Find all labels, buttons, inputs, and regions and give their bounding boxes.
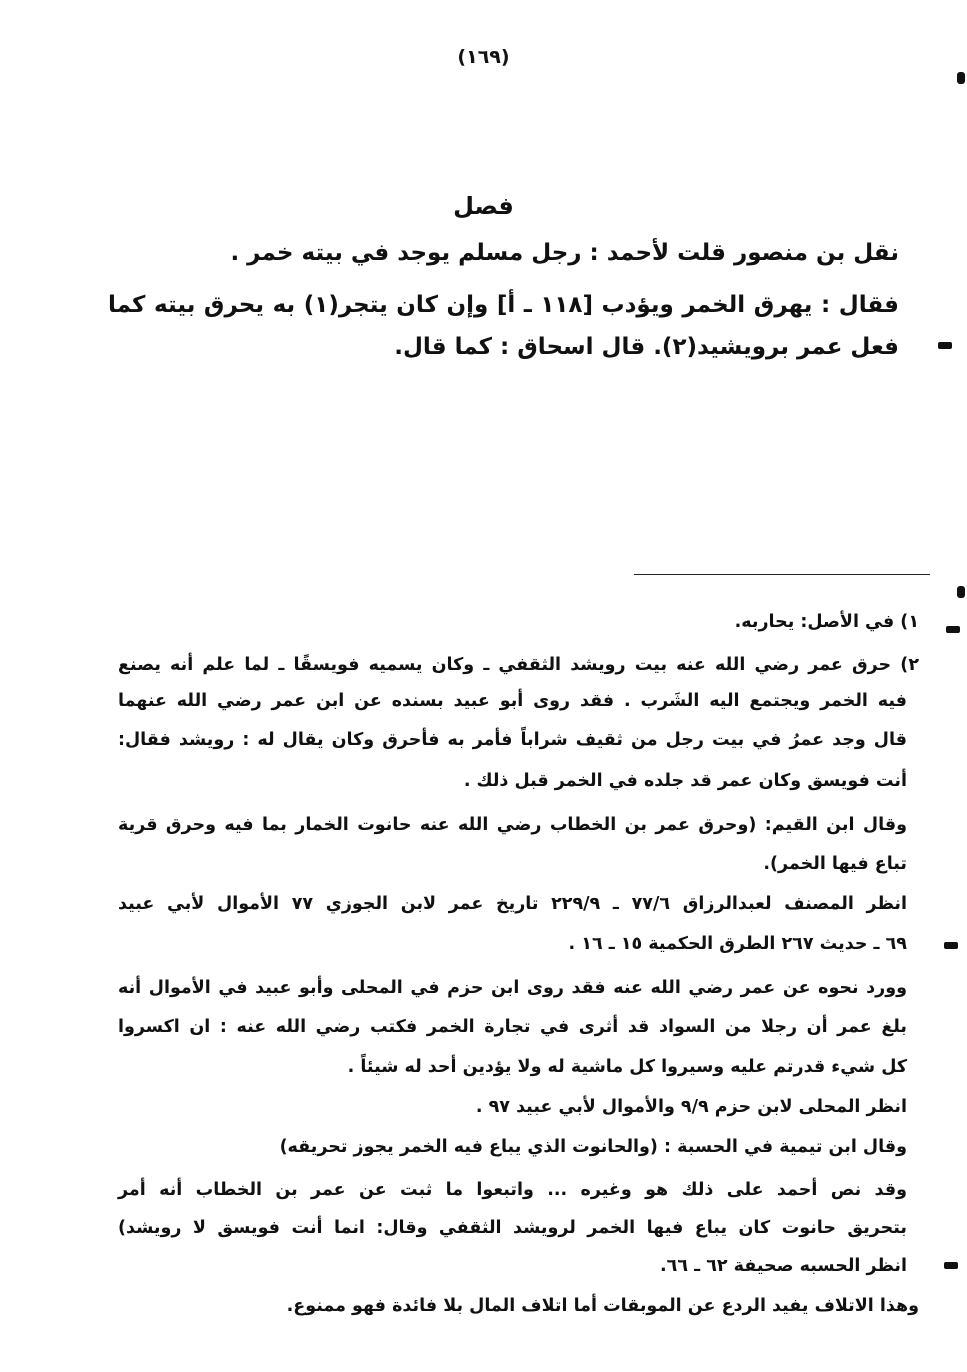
body-line: فقال : يهرق الخمر ويؤدب [١١٨ ـ أ] وإن كان يتجر(١) به يحرق بيته كما xyxy=(108,292,899,318)
footnote-line: وهذا الاتلاف يفيد الردع عن الموبقات أما اتلاف المال بلا فائدة فهو ممنوع. xyxy=(286,1296,919,1316)
footnote-line: ٦٩ ـ حديث ٢٦٧ الطرق الحكمية ١٥ ـ ١٦ . xyxy=(568,934,907,954)
footnote-line: وقد نص أحمد على ذلك هو وغيره ... واتبعوا ما ثبت عن عمر بن الخطاب أنه أمر xyxy=(118,1180,907,1200)
footnote-line: أنت فويسق وكان عمر قد جلده في الخمر قبل ذلك . xyxy=(463,771,907,791)
body-line: نقل بن منصور قلت لأحمد : رجل مسلم يوجد في بيته خمر . xyxy=(230,240,899,266)
section-title: فصل xyxy=(453,192,514,220)
footnote-line: انظر المحلى لابن حزم ٩/٩ والأموال لأبي عبيد ٩٧ . xyxy=(475,1097,907,1117)
scan-margin-mark xyxy=(944,942,958,949)
footnote-line: ١) في الأصل: يحاربه. xyxy=(734,612,919,632)
footnote-line: بلغ عمر أن رجلا من السواد قد أثرى في تجارة الخمر فكتب رضي الله عنه : ان اكسروا xyxy=(118,1017,907,1037)
footnote-line: كل شيء قدرتم عليه وسيروا كل ماشية له ولا يؤدين أحد له شيئاً . xyxy=(347,1057,907,1077)
footnote-divider xyxy=(634,574,930,575)
footnote-line: انظر المصنف لعبدالرزاق ٧٧/٦ ـ ٢٢٩/٩ تاريخ عمر لابن الجوزي ٧٧ الأموال لأبي عبيد xyxy=(118,894,908,914)
footnote-line: وقال ابن تيمية في الحسبة : (والحانوت الذي يباع فيه الخمر يجوز تحريقه) xyxy=(279,1137,907,1157)
footnote-line: وقال ابن القيم: (وحرق عمر بن الخطاب رضي الله عنه حانوت الخمار بما فيه وحرق قرية xyxy=(118,815,907,835)
footnote-line: انظر الحسبه صحيفة ٦٢ ـ ٦٦. xyxy=(660,1256,907,1276)
scan-margin-mark xyxy=(946,626,960,633)
scan-margin-mark xyxy=(957,72,965,84)
page-number: (١٦٩) xyxy=(457,46,510,68)
footnote-line: فيه الخمر ويجتمع اليه الشَرب . فقد روى أبو عبيد بسنده عن ابن عمر رضي الله عنهما xyxy=(118,691,907,711)
scan-margin-mark xyxy=(957,586,965,598)
scan-margin-mark xyxy=(938,342,952,349)
footnote-line: قال وجد عمرُ في بيت رجل من ثقيف شراباً فأمر به فأحرق وكان يقال له : رويشد فقال: xyxy=(118,730,907,750)
scan-margin-mark xyxy=(944,1262,958,1269)
body-line: فعل عمر برويشيد(٢). قال اسحاق : كما قال. xyxy=(394,334,899,360)
footnote-line: تباع فيها الخمر). xyxy=(763,854,907,874)
footnote-line: ٢) حرق عمر رضي الله عنه بيت رويشد الثقفي ـ وكان يسميه فويسقًا ـ لما علم أنه يصنع xyxy=(118,655,919,675)
footnote-line: بتحريق حانوت كان يباع فيها الخمر لرويشد الثقفي وقال: انما أنت فويسق لا رويشد) xyxy=(118,1218,907,1238)
footnote-line: وورد نحوه عن عمر رضي الله عنه فقد روى ابن حزم في المحلى وأبو عبيد في الأموال أنه xyxy=(118,978,907,998)
